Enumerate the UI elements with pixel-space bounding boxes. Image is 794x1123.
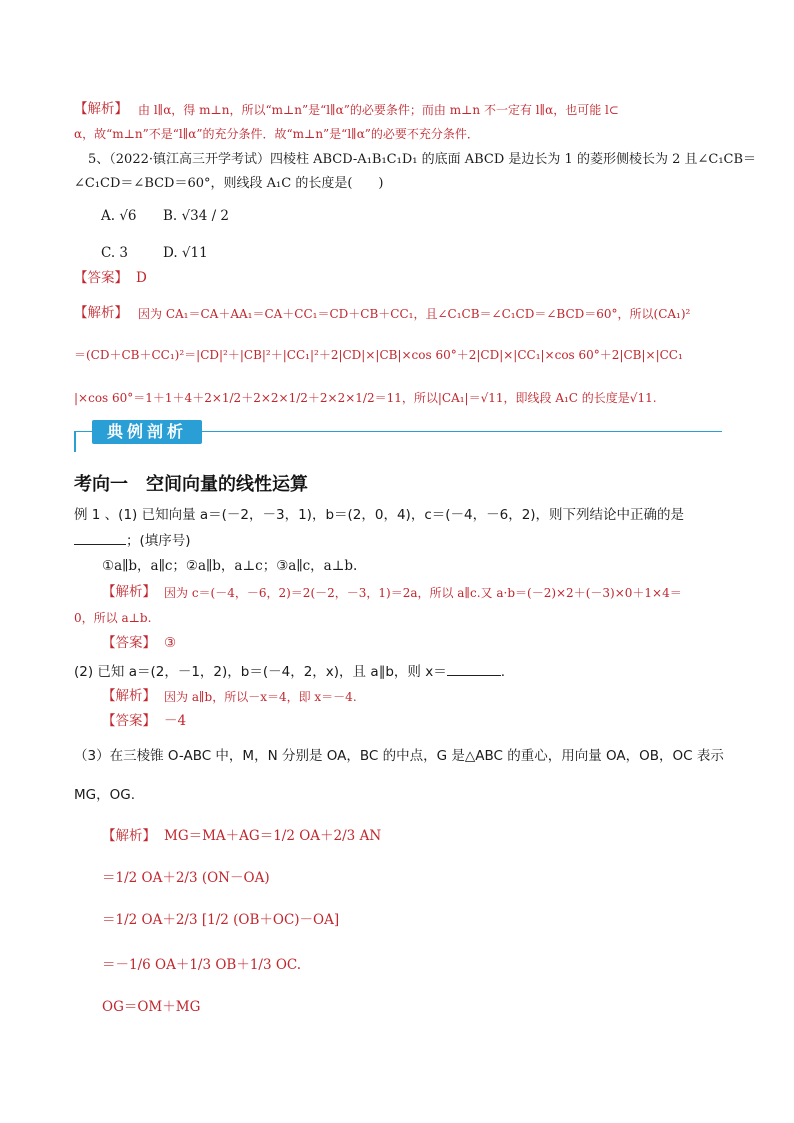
q5-solution-line1: 因为 CA₁＝CA＋AA₁＝CA＋CC₁＝CD＋CB＋CC₁，且∠C₁CB＝∠C₁CD＝∠BCD＝60°，所以(CA₁)² <box>138 307 691 321</box>
ex2-stem-text: (2) 已知 a＝(2，－1，2)，b＝(－4，2，x)，且 a∥b，则 x＝ <box>74 664 447 680</box>
ex3-solution-line1: MG＝MA＋AG＝1/2 OA＋2/3 AN <box>164 828 382 844</box>
q5-stem-line2: ∠C₁CD＝∠BCD＝60°，则线段 A₁C 的长度是( ) <box>74 176 384 191</box>
ex2-solution: 因为 a∥b，所以－x＝4，即 x＝－4. <box>164 690 357 704</box>
ex3-solution-line5: OG＝OM＋MG <box>102 999 201 1015</box>
q5-solution-line3: |×cos 60°＝1＋1＋4＋2×1/2＋2×2×1/2＋2×2×1/2＝11，所以|CA₁|＝√11，即线段 A₁C 的长度是√11. <box>74 391 657 405</box>
ex1-solution-label: 【解析】 <box>102 584 156 600</box>
ex3-solution-label: 【解析】 <box>102 828 156 844</box>
q5-option-c: C. 3 <box>101 245 129 261</box>
ex1-stem-line2 <box>74 530 191 551</box>
q5-stem-line1: 5、（2022·镇江高三开学考试）四棱柱 ABCD-A₁B₁C₁D₁ 的底面 ABCD 是边长为 1 的菱形侧棱长为 2 且∠C₁CB＝ <box>88 152 757 167</box>
ex1-answer-blank[interactable] <box>74 530 126 545</box>
section-banner-title: 典例剖析 <box>92 420 202 444</box>
q5-option-d: D. √11 <box>163 245 208 261</box>
ex1-answer: ③ <box>164 635 177 651</box>
ex1-stem-line2-text: ；(填序号) <box>126 533 191 549</box>
ex2-solution-label: 【解析】 <box>102 688 156 704</box>
ex2-answer-label: 【答案】 <box>102 713 156 729</box>
ex1-solution-line2: 0，所以 a⊥b. <box>74 611 152 625</box>
section-banner-tick <box>74 432 76 452</box>
analysis-text-line2: α，故“m⊥n”不是“l∥α”的充分条件．故“m⊥n”是“l∥α”的必要不充分条件． <box>74 127 479 141</box>
ex3-stem-line2: MG，OG. <box>74 787 135 803</box>
ex2-answer: －4 <box>164 713 187 729</box>
ex2-stem-end: . <box>500 664 506 680</box>
q5-option-a: A. √6 <box>101 208 137 224</box>
ex2-answer-blank[interactable] <box>447 661 501 676</box>
q5-answer: D <box>136 270 147 286</box>
analysis-text-line1: 由 l∥α，得 m⊥n，所以“m⊥n”是“l∥α”的必要条件；而由 m⊥n 不一定有 l∥α，也可能 l⊂ <box>138 103 619 117</box>
ex3-solution-line2: ＝1/2 OA＋2/3 (ON－OA) <box>102 870 270 886</box>
ex3-solution-line3: ＝1/2 OA＋2/3 [1/2 (OB＋OC)－OA] <box>102 912 340 928</box>
ex3-stem-line1: （3）在三棱锥 O-ABC 中，M，N 分别是 OA，BC 的中点，G 是△ABC 的重心，用向量 OA，OB，OC 表示 <box>74 748 724 764</box>
q5-solution-line2: ＝(CD＋CB＋CC₁)²＝|CD|²＋|CB|²＋|CC₁|²＋2|CD|×|CB|×cos 60°＋2|CD|×|CC₁|×cos 60°＋2|CB|×|CC₁ <box>74 348 683 362</box>
ex2-stem <box>74 661 505 682</box>
ex1-stem-line1: 例 1 、(1) 已知向量 a＝(－2，－3，1)，b＝(2，0，4)，c＝(－4，－6，2)，则下列结论中正确的是 <box>74 507 685 523</box>
ex1-solution-line1: 因为 c＝(－4，－6，2)＝2(－2，－3，1)＝2a，所以 a∥c.又 a·b＝(－2)×2＋(－3)×0＋1×4＝ <box>164 586 682 600</box>
analysis-label: 【解析】 <box>74 101 128 117</box>
q5-option-b: B. √34 / 2 <box>163 208 230 224</box>
q5-solution-label: 【解析】 <box>74 305 128 321</box>
section-heading: 考向一 空间向量的线性运算 <box>74 474 308 495</box>
q5-answer-label: 【答案】 <box>74 270 128 286</box>
ex1-answer-label: 【答案】 <box>102 635 156 651</box>
ex1-options: ①a∥b，a∥c；②a∥b，a⊥c；③a∥c，a⊥b. <box>102 558 358 574</box>
ex3-solution-line4: ＝－1/6 OA＋1/3 OB＋1/3 OC. <box>102 957 302 973</box>
